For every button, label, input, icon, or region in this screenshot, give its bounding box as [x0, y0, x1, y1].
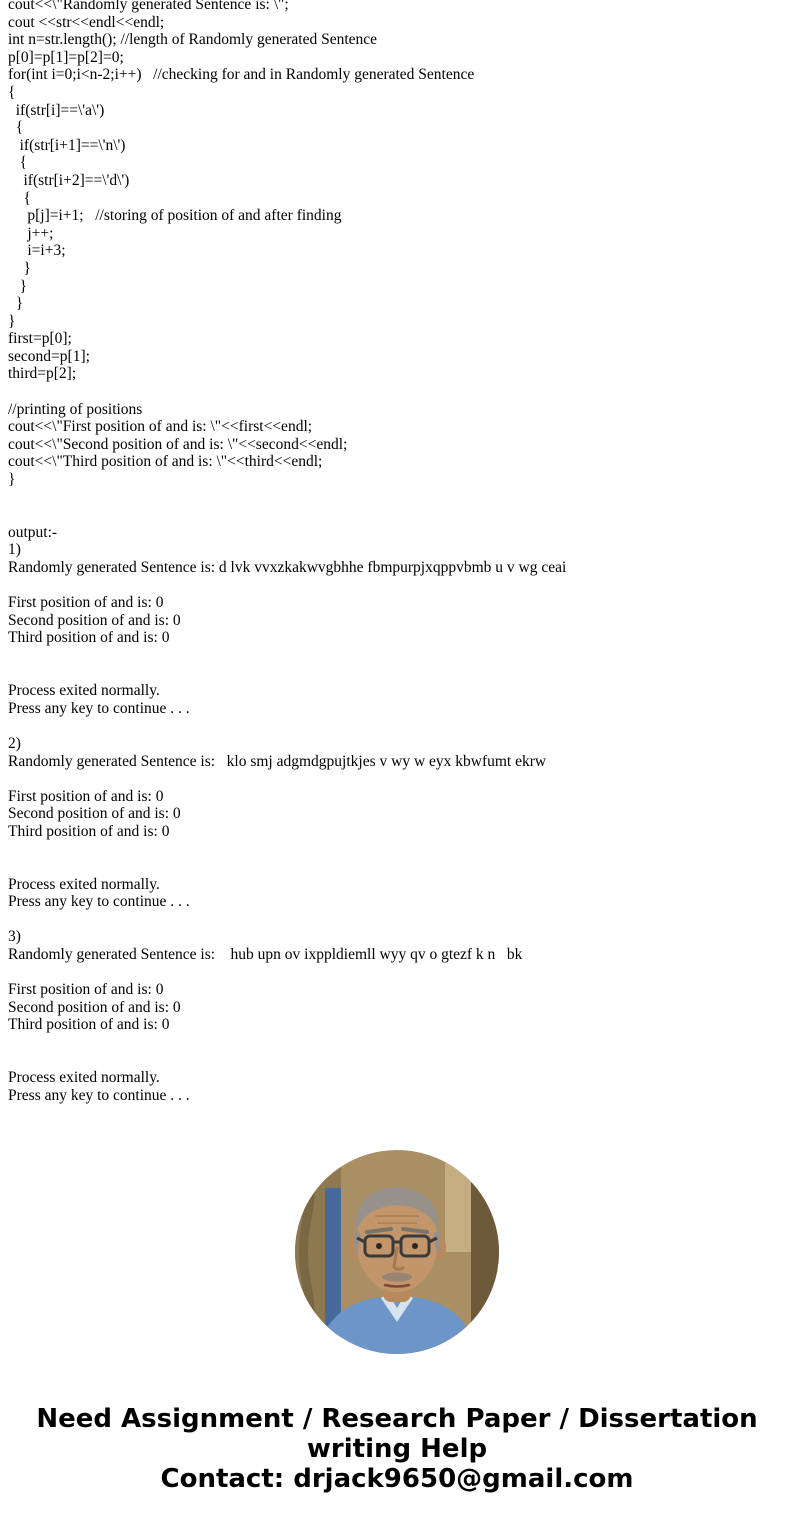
- run-sentence: Randomly generated Sentence is: klo smj adgmdgpujtkjes v wy w eyx kbwfumt ekrw: [8, 752, 547, 770]
- blank-line: [8, 506, 786, 524]
- code-line: third=p[2];: [8, 365, 77, 383]
- run-label: 1): [8, 541, 21, 559]
- code-line: {: [8, 119, 24, 137]
- code-line: {: [8, 154, 28, 172]
- run-first-position: First position of and is: 0: [8, 981, 164, 999]
- run-sentence: Randomly generated Sentence is: hub upn ov ixppldiemll wyy qv o gtezf k n bk: [8, 946, 523, 964]
- run-second-position: Second position of and is: 0: [8, 805, 181, 823]
- blank-line: [8, 770, 786, 788]
- run-press-key: Press any key to continue . . .: [8, 1086, 190, 1104]
- blank-line: [8, 1034, 786, 1052]
- code-line: }: [8, 295, 24, 313]
- code-line: }: [8, 259, 31, 277]
- code-line: //printing of positions: [8, 400, 143, 418]
- blank-line: [8, 964, 786, 982]
- blank-line: [8, 911, 786, 929]
- run-sentence: Randomly generated Sentence is: d lvk vvxzkakwvgbhhe fbmpurpjxqppvbmb u v wg ceai: [8, 559, 567, 576]
- code-line: int n=str.length(); //length of Randomly generated Sentence: [8, 31, 378, 49]
- code-line: for(int i=0;i<n-2;i++) //checking for and in Randomly generated Sentence: [8, 66, 475, 84]
- run-label: 2): [8, 734, 21, 752]
- code-line: first=p[0];: [8, 330, 72, 348]
- run-third-position: Third position of and is: 0: [8, 1016, 170, 1034]
- code-line: if(str[i+1]==\'n\'): [8, 136, 126, 154]
- code-line: cout <<str<<endl<<endl;: [8, 13, 165, 31]
- run-label: 3): [8, 928, 21, 946]
- program-output: [8, 489, 786, 1122]
- run-first-position: First position of and is: 0: [8, 787, 164, 805]
- avatar-section: [8, 1150, 786, 1354]
- program-run: [8, 928, 786, 1122]
- program-run: [8, 541, 786, 735]
- code-line: if(str[i]==\'a\'): [8, 101, 105, 119]
- code-line: cout<<\"First position of and is: \"<<first<<endl;: [8, 418, 313, 436]
- blank-line: [8, 717, 786, 735]
- run-second-position: Second position of and is: 0: [8, 611, 181, 629]
- code-line: cout<<\"Third position of and is: \"<<third<<endl;: [8, 453, 323, 471]
- code-block: [8, 0, 786, 489]
- footer: [8, 1404, 786, 1494]
- run-process-exited: Process exited normally.: [8, 1069, 160, 1087]
- code-line: [8, 383, 786, 401]
- code-line: }: [8, 471, 16, 489]
- blank-line: [8, 858, 786, 876]
- run-third-position: Third position of and is: 0: [8, 822, 170, 840]
- output-runs: [8, 541, 786, 1122]
- code-line: second=p[1];: [8, 347, 90, 365]
- run-process-exited: Process exited normally.: [8, 875, 160, 893]
- run-third-position: Third position of and is: 0: [8, 629, 170, 647]
- code-line: {: [8, 83, 16, 101]
- run-press-key: Press any key to continue . . .: [8, 699, 190, 717]
- person-photo: [295, 1150, 499, 1354]
- run-process-exited: Process exited normally.: [8, 682, 160, 700]
- code-line: p[j]=i+1; //storing of position of and after finding: [8, 207, 342, 225]
- help-heading: Need Assignment / Research Paper / Dissertation writing Help: [36, 1404, 758, 1464]
- code-line: j++;: [8, 224, 54, 242]
- blank-line: [8, 1104, 786, 1122]
- code-line: if(str[i+2]==\'d\'): [8, 171, 130, 189]
- code-line: cout<<\"Randomly generated Sentence is: \";: [8, 0, 289, 13]
- code-line: i=i+3;: [8, 242, 66, 260]
- code-line: }: [8, 312, 16, 330]
- blank-line: [8, 1052, 786, 1070]
- code-line: p[0]=p[1]=p[2]=0;: [8, 48, 124, 66]
- blank-line: [8, 647, 786, 665]
- run-second-position: Second position of and is: 0: [8, 998, 181, 1016]
- code-line: cout<<\"Second position of and is: \"<<second<<endl;: [8, 435, 348, 453]
- code-line: }: [8, 277, 28, 295]
- run-press-key: Press any key to continue . . .: [8, 893, 190, 911]
- run-first-position: First position of and is: 0: [8, 594, 164, 612]
- blank-line: [8, 665, 786, 683]
- blank-line: [8, 489, 786, 507]
- code-line: {: [8, 189, 31, 207]
- contact-email: Contact: drjack9650@gmail.com: [160, 1464, 634, 1494]
- program-run: [8, 735, 786, 929]
- blank-line: [8, 841, 786, 859]
- blank-line: [8, 577, 786, 595]
- output-header: output:-: [8, 523, 58, 541]
